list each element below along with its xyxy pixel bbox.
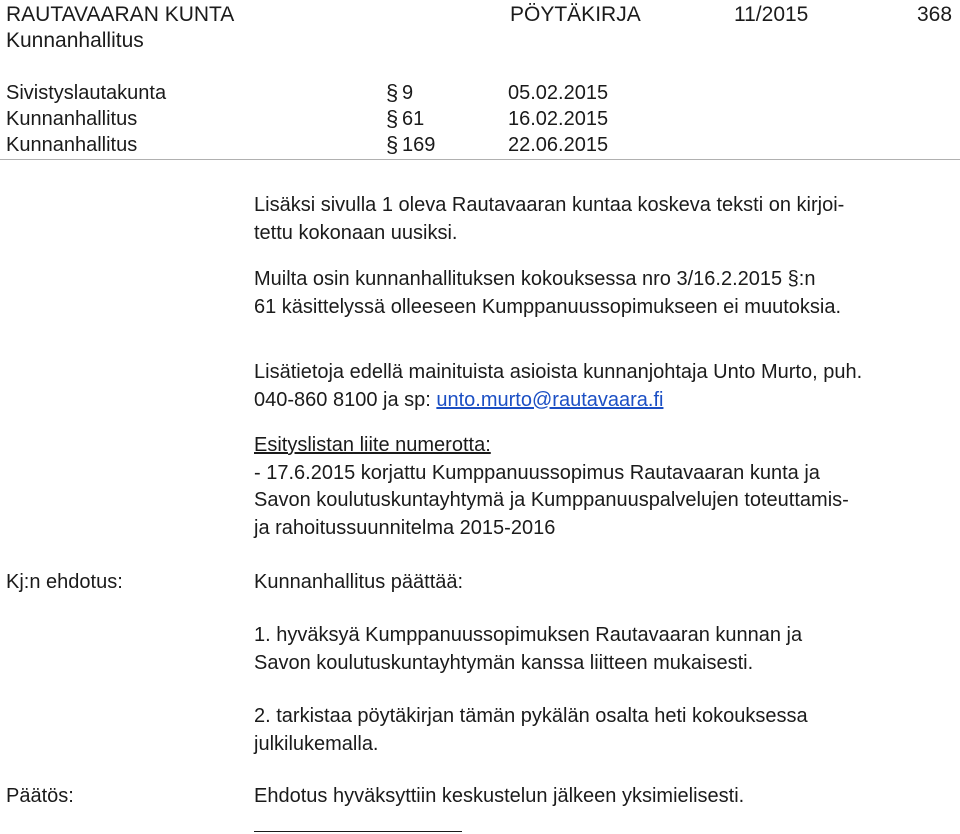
reference-body: Kunnanhallitus	[6, 134, 138, 156]
text-line: 2. tarkistaa pöytäkirjan tämän pykälän osalta heti kokouksessa	[254, 705, 808, 727]
reference-date: 22.06.2015	[508, 134, 609, 156]
header-divider	[0, 159, 960, 160]
proposal-intro	[254, 569, 463, 597]
protocol-number: 11/2015	[734, 3, 809, 26]
document-type: PÖYTÄKIRJA	[510, 3, 641, 26]
proposal-item-2	[254, 703, 808, 758]
attachment-line: Savon koulutuskuntayhtymä ja Kumppanuuspalvelujen toteuttamis-	[254, 489, 849, 511]
paragraph-contact	[254, 359, 862, 414]
section-icon: §	[787, 268, 799, 290]
section-icon: §	[386, 106, 399, 131]
reference-section: 9	[402, 82, 414, 104]
text-segment: 040-860 8100 ja sp:	[254, 388, 437, 411]
governing-body: Kunnanhallitus	[6, 29, 144, 52]
proposal-item-1	[254, 622, 802, 677]
email-link[interactable]: unto.murto@rautavaara.fi	[436, 388, 664, 411]
reference-section: 61	[402, 108, 425, 130]
text-line: 61 käsittelyssä olleeseen Kumppanuussopimukseen ei muutoksia.	[254, 295, 842, 318]
reference-body: Kunnanhallitus	[6, 108, 138, 130]
reference-date: 16.02.2015	[508, 108, 609, 130]
reference-date: 05.02.2015	[508, 82, 609, 104]
text-line: Savon koulutuskuntayhtymän kanssa liitteen mukaisesti.	[254, 651, 754, 674]
text-segment: Muilta osin kunnanhallituksen kokouksessa nro 3/16.2.2015	[254, 268, 788, 290]
signature-line	[254, 831, 462, 832]
attachment-line: - 17.6.2015 korjattu Kumppanuussopimus Rautavaaran kunta ja	[254, 461, 820, 484]
decision-text	[254, 783, 744, 811]
reference-section: 169	[402, 134, 436, 156]
text-line: 1. hyväksyä Kumppanuussopimuksen Rautavaaran kunnan ja	[254, 624, 803, 646]
section-icon: §	[386, 132, 399, 157]
paragraph-no-changes	[254, 266, 841, 321]
reference-body: Sivistyslautakunta	[6, 82, 167, 104]
attachments-heading: Esityslistan liite numerotta:	[254, 434, 491, 456]
proposal-label: Kj:n ehdotus:	[6, 571, 123, 593]
paragraph-rewrite-note	[254, 192, 844, 247]
proposal-intro-text: Kunnanhallitus päättää:	[254, 571, 464, 593]
section-icon: §	[386, 80, 399, 105]
decision-text-line: Ehdotus hyväksyttiin keskustelun jälkeen yksimielisesti.	[254, 785, 745, 807]
page-number: 368	[917, 3, 953, 26]
text-line: julkilukemalla.	[254, 732, 379, 755]
decision-label: Päätös:	[6, 785, 74, 807]
organization-name: RAUTAVAARAN KUNTA	[6, 3, 235, 26]
attachment-line: ja rahoitussuunnitelma 2015-2016	[254, 516, 556, 539]
text-segment: :n	[798, 268, 816, 290]
text-line: tettu kokonaan uusiksi.	[254, 221, 458, 244]
text-line: Lisätietoja edellä mainituista asioista kunnanjohtaja Unto Murto, puh.	[254, 361, 863, 383]
attachments-section	[254, 432, 849, 542]
text-line: Lisäksi sivulla 1 oleva Rautavaaran kuntaa koskeva teksti on kirjoi-	[254, 194, 845, 216]
